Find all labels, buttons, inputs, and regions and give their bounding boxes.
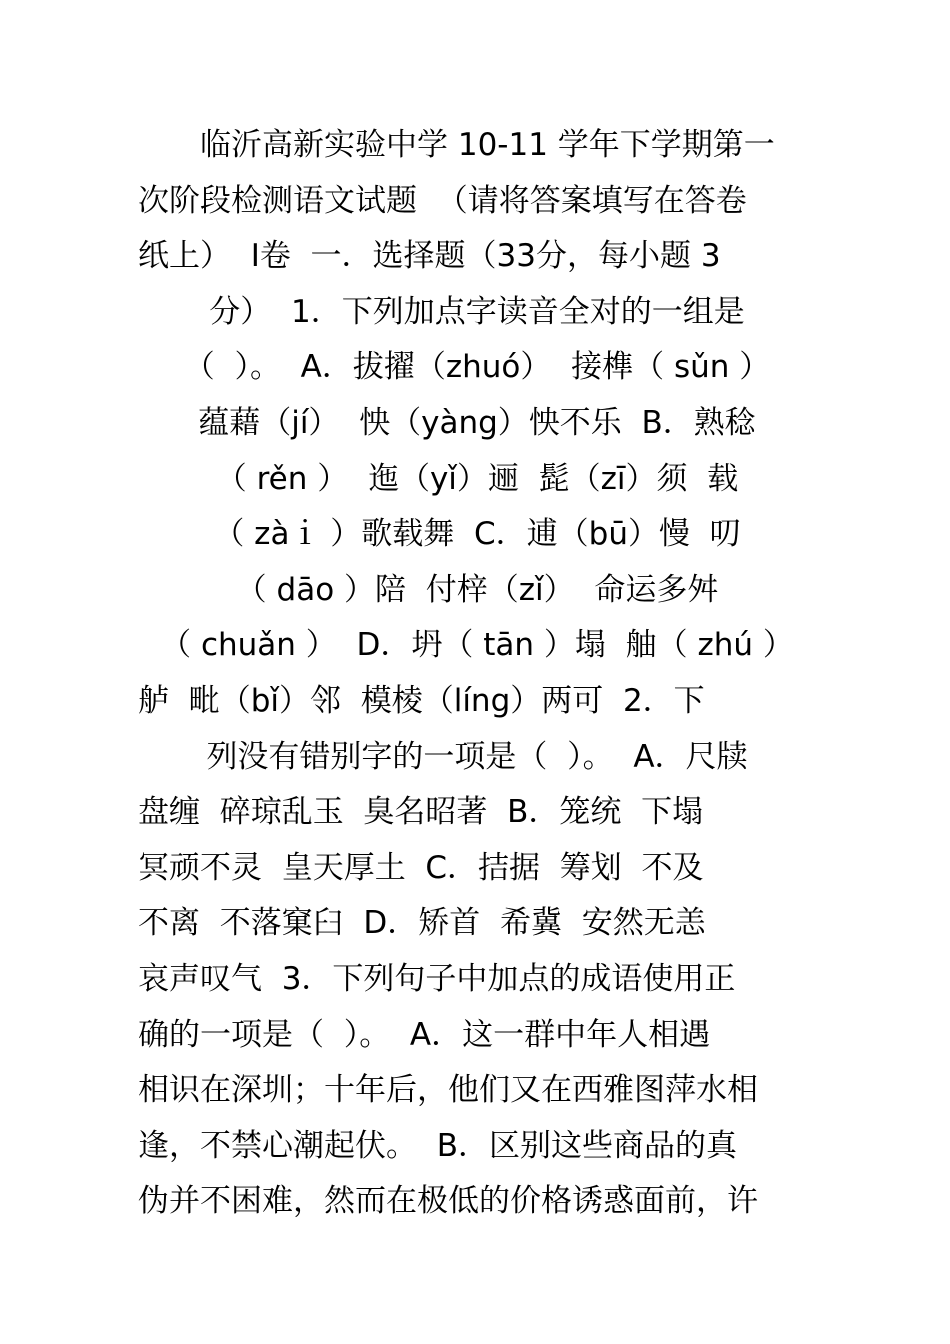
- text-line-content: 盘缠 碎琼乱玉 臭名昭著 B．笼统 下塌: [138, 794, 704, 831]
- text-line-4: [138, 285, 816, 341]
- text-line-20: [138, 1174, 816, 1230]
- text-line-15: [138, 896, 816, 952]
- text-line-content: 相识在深圳；十年后，他们又在西雅图萍水相: [138, 1072, 758, 1109]
- exam-text-block: [138, 118, 816, 1230]
- text-line-content: 逢，不禁心潮起伏。 B．区别这些商品的真: [138, 1127, 737, 1164]
- text-line-12: [138, 730, 816, 786]
- text-line-18: [138, 1063, 816, 1119]
- text-line-19: [138, 1119, 816, 1175]
- text-line-content: （ dāo ）陪 付梓（zǐ） 命运多舛: [235, 571, 719, 608]
- text-line-5: [138, 340, 816, 396]
- text-line-content: 分） 1．下列加点字读音全对的一组是: [209, 293, 745, 330]
- text-line-content: （ zàｉ ）歌载舞 C．逋（bū）慢 叨: [213, 516, 741, 553]
- text-line-content: 冥顽不灵 皇天厚土 C．拮据 筹划 不及: [138, 849, 704, 886]
- text-line-content: 次阶段检测语文试题 （请将答案填写在答卷: [138, 182, 747, 219]
- text-line-16: [138, 952, 816, 1008]
- text-line-8: [138, 507, 816, 563]
- text-line-7: [138, 452, 816, 508]
- text-line-content: 舻 毗（bǐ）邻 模棱（líng）两可 2．下: [138, 682, 705, 719]
- text-line-3: [138, 229, 816, 285]
- text-line-content: 列没有错别字的一项是（ ）。 A．尺牍: [206, 738, 748, 775]
- text-line-content: 哀声叹气 3．下列句子中加点的成语使用正: [138, 960, 736, 997]
- text-line-content: 伪并不困难，然而在极低的价格诱惑面前，许: [138, 1183, 758, 1220]
- text-line-content: 不离 不落窠臼 D．矫首 希冀 安然无恙: [138, 905, 706, 942]
- text-line-content: （ rěn ） 迤（yǐ）逦 髭（zī）须 载: [215, 460, 739, 497]
- text-line-14: [138, 841, 816, 897]
- text-line-17: [138, 1008, 816, 1064]
- text-line-9: [138, 563, 816, 619]
- text-line-content: （ ）。 A．拔擢（zhuó） 接榫（ sǔn ）: [183, 349, 771, 386]
- text-line-6: [138, 396, 816, 452]
- text-line-content: 纸上） Ⅰ卷 一．选择题（33分，每小题 3: [138, 238, 721, 275]
- text-line-content: 临沂高新实验中学 10-11 学年下学期第一: [200, 127, 775, 163]
- text-line-10: [138, 618, 816, 674]
- text-line-content: 确的一项是（ ）。 A．这一群中年人相遇: [138, 1016, 711, 1053]
- text-line-13: [138, 785, 816, 841]
- text-line-content: 蕴藉（jí） 怏（yàng）怏不乐 B．熟稔: [198, 404, 756, 441]
- text-line-2: [138, 174, 816, 230]
- text-line-11: [138, 674, 816, 730]
- text-line-1: [138, 118, 816, 174]
- text-line-content: （ chuǎn ） D．坍（ tān ）塌 舳（ zhú ）: [160, 627, 794, 664]
